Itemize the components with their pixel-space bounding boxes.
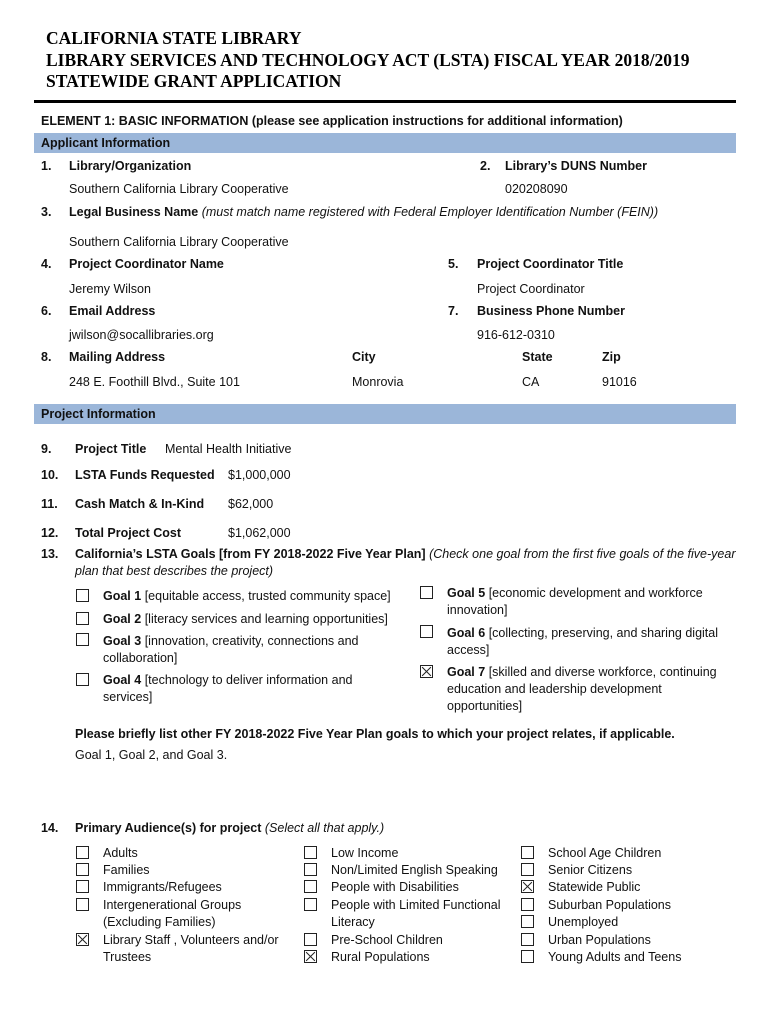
audience-library-staff-checkbox[interactable]: [76, 933, 89, 946]
field-12-label: Total Project Cost: [75, 526, 182, 540]
audience-school-age-checkbox[interactable]: [521, 846, 534, 859]
audience-rural-checkbox[interactable]: [304, 950, 317, 963]
goal-4-line: [103, 672, 352, 688]
audience-young-adults-label: Young Adults and Teens: [548, 950, 682, 964]
coordinator-name-value[interactable]: Jeremy Wilson: [69, 282, 151, 296]
goal-7-text-3: opportunities]: [447, 699, 523, 713]
goal-2-name: Goal 2: [103, 612, 142, 626]
coordinator-title-value[interactable]: Project Coordinator: [477, 282, 585, 296]
check-x-icon: [305, 951, 316, 962]
state-value[interactable]: CA: [522, 375, 540, 389]
audience-library-staff-label-2: Trustees: [103, 950, 152, 964]
field-7-number: 7.: [448, 304, 459, 318]
zip-label: Zip: [602, 350, 621, 364]
goal-7-line: [447, 664, 717, 680]
audience-statewide-label: Statewide Public: [548, 880, 641, 894]
field-6-number: 6.: [41, 304, 52, 318]
goal-2-checkbox[interactable]: [76, 612, 89, 625]
field-10-number: 10.: [41, 468, 59, 482]
audience-disabilities-label: People with Disabilities: [331, 880, 459, 894]
field-3-number: 3.: [41, 205, 52, 219]
goal-4-text: [technology to deliver information and: [144, 673, 353, 687]
field-14-number: 14.: [41, 821, 59, 835]
goal-3-text-2: collaboration]: [103, 651, 178, 665]
field-14-note: (Select all that apply.): [264, 821, 385, 835]
audience-preschool-checkbox[interactable]: [304, 933, 317, 946]
header-line-1: CALIFORNIA STATE LIBRARY: [46, 28, 302, 48]
total-cost-value[interactable]: $1,062,000: [228, 526, 291, 540]
field-5-label: Project Coordinator Title: [477, 257, 624, 271]
city-value[interactable]: Monrovia: [352, 375, 404, 389]
field-1-number: 1.: [41, 159, 52, 173]
header-rule: [34, 100, 736, 103]
field-5-number: 5.: [448, 257, 459, 271]
goal-4-name: Goal 4: [103, 673, 142, 687]
audience-intergenerational-checkbox[interactable]: [76, 898, 89, 911]
goal-5-text: [economic development and workforce: [488, 586, 703, 600]
goal-7-text-2: education and leadership development: [447, 682, 662, 696]
document-header: [46, 28, 746, 93]
goal-1-checkbox[interactable]: [76, 589, 89, 602]
goal-5-text-2: innovation]: [447, 603, 508, 617]
field-2-number: 2.: [480, 159, 491, 173]
audience-intergenerational-label: Intergenerational Groups: [103, 898, 242, 912]
audience-urban-checkbox[interactable]: [521, 933, 534, 946]
project-title-value[interactable]: Mental Health Initiative: [165, 442, 292, 456]
goal-7-checkbox[interactable]: [420, 665, 433, 678]
goal-6-line: [447, 625, 718, 641]
field-8-number: 8.: [41, 350, 52, 364]
mailing-address-value[interactable]: 248 E. Foothill Blvd., Suite 101: [69, 375, 240, 389]
audience-unemployed-label: Unemployed: [548, 915, 619, 929]
check-x-icon: [77, 934, 88, 945]
field-11-label: Cash Match & In-Kind: [75, 497, 205, 511]
project-information-band: Project Information: [34, 404, 736, 424]
library-organization-value[interactable]: Southern California Library Cooperative: [69, 182, 289, 196]
audience-non-english-checkbox[interactable]: [304, 863, 317, 876]
audience-low-income-checkbox[interactable]: [304, 846, 317, 859]
applicant-information-band: Applicant Information: [34, 133, 736, 153]
goal-5-checkbox[interactable]: [420, 586, 433, 599]
goal-6-text: [collecting, preserving, and sharing digital: [488, 626, 718, 640]
audience-library-staff-label: Library Staff , Volunteers and/or: [103, 933, 279, 947]
goal-3-checkbox[interactable]: [76, 633, 89, 646]
field-13-note-2: plan that best describes the project): [75, 564, 274, 578]
goal-6-text-2: access]: [447, 643, 490, 657]
field-10-label: LSTA Funds Requested: [75, 468, 215, 482]
audience-seniors-label: Senior Citizens: [548, 863, 633, 877]
audience-young-adults-checkbox[interactable]: [521, 950, 534, 963]
field-9-label: Project Title: [75, 442, 147, 456]
state-label: State: [522, 350, 553, 364]
lsta-funds-value[interactable]: $1,000,000: [228, 468, 291, 482]
audience-intergenerational-label-2: (Excluding Families): [103, 915, 216, 929]
goal-4-checkbox[interactable]: [76, 673, 89, 686]
check-x-icon: [522, 881, 533, 892]
field-14-label-line: [75, 820, 384, 836]
goal-3-name: Goal 3: [103, 634, 142, 648]
field-4-label: Project Coordinator Name: [69, 257, 224, 271]
audience-immigrants-label: Immigrants/Refugees: [103, 880, 222, 894]
goal-1-text: [equitable access, trusted community space]: [144, 589, 391, 603]
field-3-label: Legal Business Name: [69, 205, 199, 219]
cash-match-value[interactable]: $62,000: [228, 497, 274, 511]
goal-1-line: [103, 588, 391, 604]
audience-limited-literacy-label: People with Limited Functional: [331, 898, 501, 912]
goal-3-line: [103, 633, 359, 649]
header-line-2: LIBRARY SERVICES AND TECHNOLOGY ACT (LSTA) FISCAL YEAR 2018/2019: [46, 49, 690, 70]
field-4-number: 4.: [41, 257, 52, 271]
duns-number-value[interactable]: 020208090: [505, 182, 568, 196]
audience-suburban-checkbox[interactable]: [521, 898, 534, 911]
goal-2-text: [literacy services and learning opportunities]: [144, 612, 388, 626]
field-13-label: California’s LSTA Goals [from FY 2018-2022 Five Year Plan]: [75, 547, 426, 561]
email-value[interactable]: jwilson@socallibraries.org: [69, 328, 214, 342]
field-6-label: Email Address: [69, 304, 156, 318]
goal-1-name: Goal 1: [103, 589, 142, 603]
audience-families-checkbox[interactable]: [76, 863, 89, 876]
audience-statewide-checkbox[interactable]: [521, 880, 534, 893]
field-12-number: 12.: [41, 526, 59, 540]
legal-business-name-value[interactable]: Southern California Library Cooperative: [69, 235, 289, 249]
field-3-label-line: [69, 204, 658, 220]
field-11-number: 11.: [41, 497, 58, 511]
field-8-label: Mailing Address: [69, 350, 166, 364]
field-7-label: Business Phone Number: [477, 304, 625, 318]
check-x-icon: [421, 666, 432, 677]
phone-value[interactable]: 916-612-0310: [477, 328, 555, 342]
audience-disabilities-checkbox[interactable]: [304, 880, 317, 893]
audience-rural-label: Rural Populations: [331, 950, 430, 964]
audience-adults-checkbox[interactable]: [76, 846, 89, 859]
audience-urban-label: Urban Populations: [548, 933, 651, 947]
goal-2-line: [103, 611, 388, 627]
audience-limited-literacy-label-2: Literacy: [331, 915, 375, 929]
goal-5-line: [447, 585, 703, 601]
field-13-label-line: [75, 546, 735, 562]
field-13-note-1: (Check one goal from the first five goals of the five-year: [429, 547, 736, 561]
audience-immigrants-checkbox[interactable]: [76, 880, 89, 893]
zip-value[interactable]: 91016: [602, 375, 637, 389]
header-line-3: STATEWIDE GRANT APPLICATION: [46, 71, 342, 91]
other-goals-value[interactable]: Goal 1, Goal 2, and Goal 3.: [75, 748, 228, 762]
city-label: City: [352, 350, 376, 364]
goal-6-name: Goal 6: [447, 626, 486, 640]
element-1-heading: ELEMENT 1: BASIC INFORMATION (please see application instructions for additional information): [41, 114, 623, 128]
goal-5-name: Goal 5: [447, 586, 486, 600]
audience-families-label: Families: [103, 863, 150, 877]
field-14-label: Primary Audience(s) for project: [75, 821, 262, 835]
audience-seniors-checkbox[interactable]: [521, 863, 534, 876]
audience-suburban-label: Suburban Populations: [548, 898, 672, 912]
field-9-number: 9.: [41, 442, 52, 456]
goal-3-text: [innovation, creativity, connections and: [144, 634, 359, 648]
audience-school-age-label: School Age Children: [548, 846, 662, 860]
goal-7-name: Goal 7: [447, 665, 486, 679]
audience-low-income-label: Low Income: [331, 846, 399, 860]
field-13-number: 13.: [41, 547, 59, 561]
goal-7-text: [skilled and diverse workforce, continuing: [488, 665, 717, 679]
field-2-label: Library’s DUNS Number: [505, 159, 647, 173]
goal-6-checkbox[interactable]: [420, 625, 433, 638]
field-1-label: Library/Organization: [69, 159, 192, 173]
audience-limited-literacy-checkbox[interactable]: [304, 898, 317, 911]
goal-4-text-2: services]: [103, 690, 153, 704]
audience-non-english-label: Non/Limited English Speaking: [331, 863, 498, 877]
field-3-note: (must match name registered with Federal Employer Identification Number (FEIN)): [201, 205, 659, 219]
audience-unemployed-checkbox[interactable]: [521, 915, 534, 928]
audience-adults-label: Adults: [103, 846, 138, 860]
audience-preschool-label: Pre-School Children: [331, 933, 443, 947]
other-goals-label: Please briefly list other FY 2018-2022 Five Year Plan goals to which your project relates, if applicable.: [75, 727, 675, 741]
